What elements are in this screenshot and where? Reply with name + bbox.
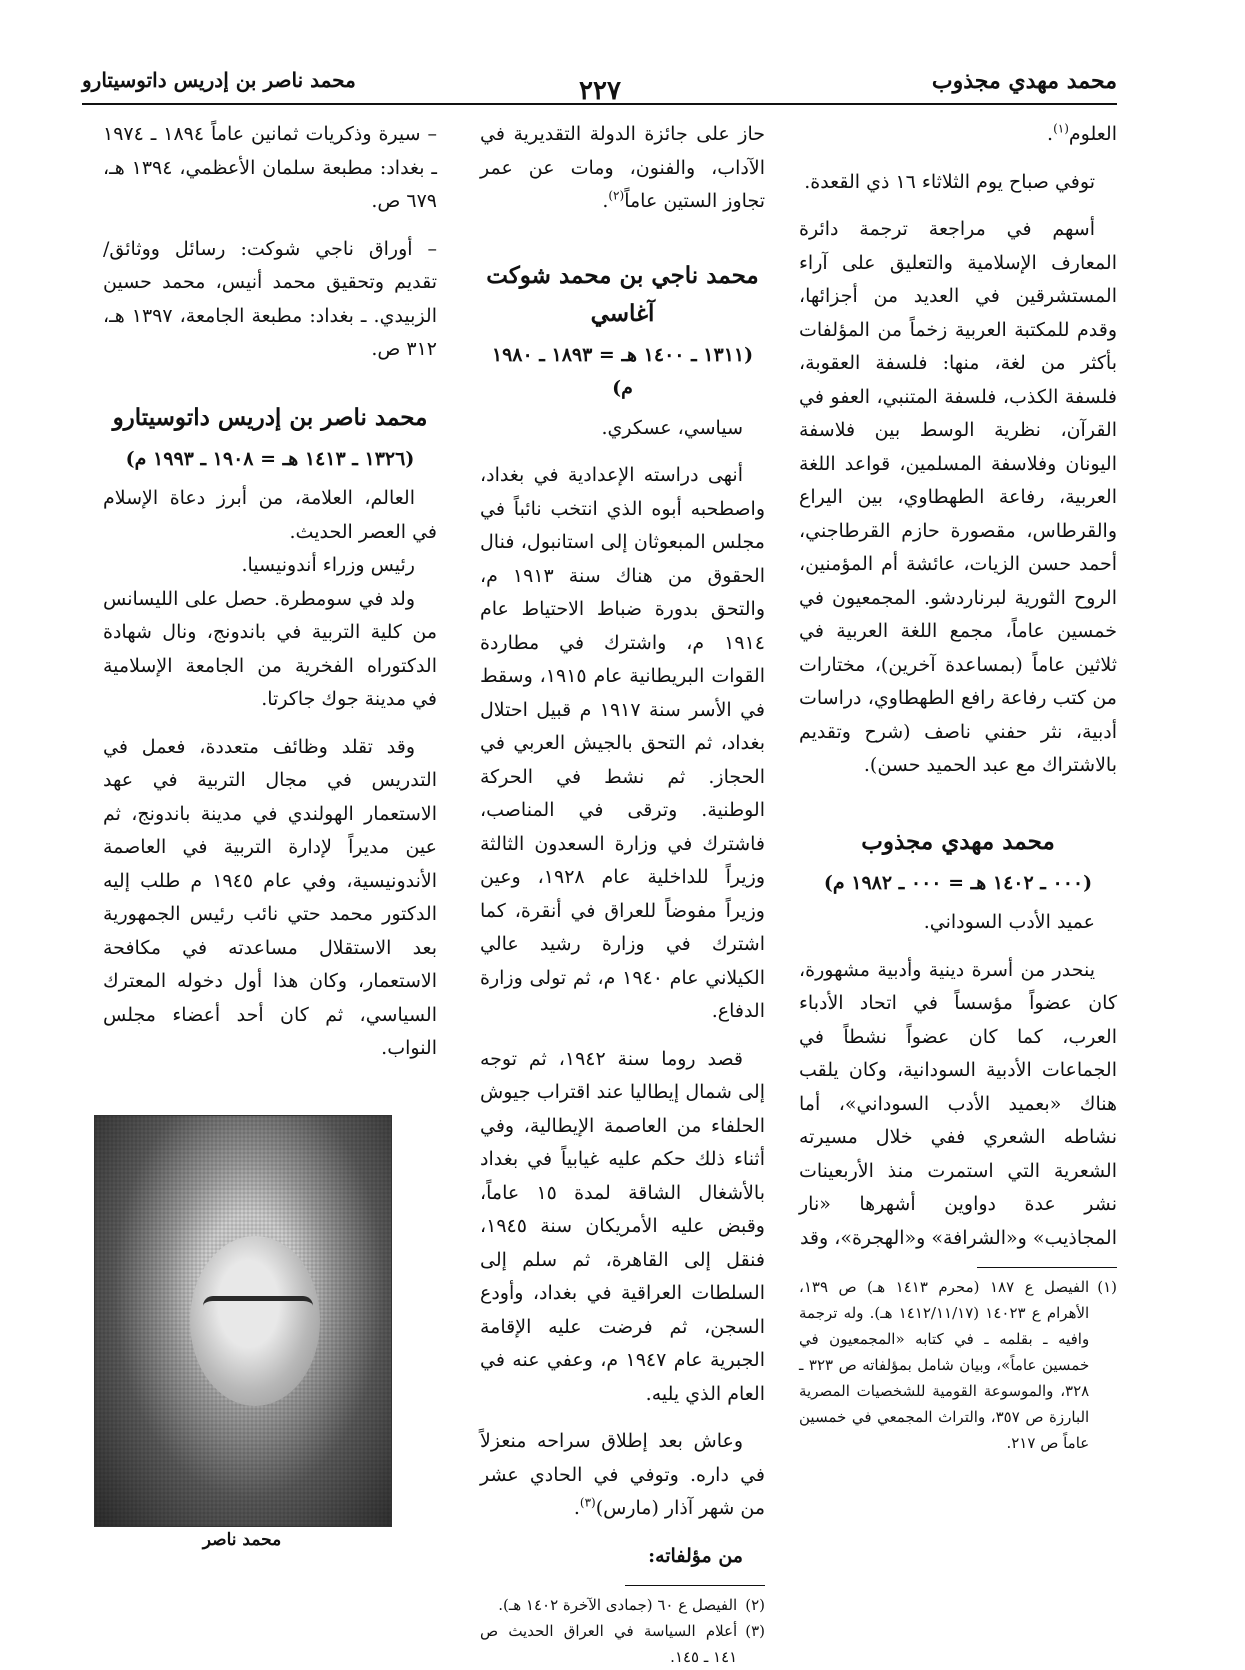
paragraph: ولد في سومطرة. حصل على الليسانس من كلية التربية في باندونج، ونال شهادة الدكتوراه الفخرية من الجامعة الإسلامية في مدينة جوك جاكرتا. bbox=[103, 587, 437, 710]
entry-role: عميد الأدب السوداني. bbox=[923, 911, 1095, 933]
paragraph: أسهم في مراجعة ترجمة دائرة المعارف الإسلامية والتعليق على آراء المستشرقين في العديد من أجزائها، وقدم للمكتبة العربية زخماً من المؤلفات بأكثر من لغة، منها: فلسفة العقوبة، فلسفة الكذب، فلسفة المتنبي، العفو في القرآن، نظرية الوسط بين فلاسفة اليونان وفلاسفة المسلمين، قواعد اللغة العربية، رفاعة الطهطاوي، بين اليراع والقرطاس، مقصورة حازم القرطاجني، أحمد حسن الزيات، عائشة أم المؤمنين، الروح الثورية لبرناردشو. المجمعيون في خمسين عاماً، مجمع اللغة العربية في ثلاثين عاماً (بمساعدة آخرين)، مختارات من كتب رفاعة رافع الطهطاوي، دراسات أدبية، نثر حفني ناصف (شرح وتقديم بالاشتراك مع عبد الحميد حسن). bbox=[799, 218, 1117, 776]
footnote-text: الفيصل ع ١٨٧ (محرم ١٤١٣ هـ) ص ١٣٩، الأهرام ع ١٤٠٢٣ (١٤١٢/١١/١٧ هـ). وله ترجمة وافيه ـ بقلمه ـ في كتابه «المجمعيون في خمسين عاماً»، وبيان شامل بمؤلفاته ص ٣٢٣ ـ ٣٢٨، والموسوعة القومية للشخصيات المصرية البارزة ص ٣٥٧، والتراث المجمعي في خمسين عاماً ص ٢١٧. bbox=[799, 1278, 1090, 1452]
portrait-glasses bbox=[203, 1296, 313, 1323]
footnote-ref: (١) bbox=[1053, 121, 1069, 136]
paragraph: العلوم$^{(١)}$. bbox=[1047, 121, 1117, 145]
entry-role: سياسي، عسكري. bbox=[601, 416, 743, 439]
footnote-number: (٢) bbox=[745, 1596, 765, 1614]
entry-title: محمد مهدي مجذوب bbox=[861, 827, 1055, 855]
column-right bbox=[799, 118, 1117, 1456]
entry-title: محمد ناصر بن إدريس داتوسيتارو bbox=[112, 403, 428, 431]
paragraph: حاز على جائزة الدولة التقديرية في الآداب، والفنون، ومات عن عمر تجاوز الستين عاماً$^{(٢)}$. bbox=[480, 123, 765, 212]
entry-dates: (١٣٢٦ ـ ١٤١٣ هـ = ١٩٠٨ ـ ١٩٩٣ م) bbox=[125, 447, 415, 470]
running-head-right: محمد مهدي مجذوب bbox=[931, 68, 1117, 94]
footnote-text: الفيصل ع ٦٠ (جمادى الآخرة ١٤٠٢ هـ). bbox=[498, 1596, 738, 1614]
paragraph: وعاش بعد إطلاق سراحه منعزلاً في داره. وتوفي في الحادي عشر من شهر آذار (مارس)$^{(٣)}$. bbox=[480, 1430, 765, 1519]
bibliography-item: – سيرة وذكريات ثمانين عاماً ١٨٩٤ ـ ١٩٧٤ ـ بغداد: مطبعة سلمان الأعظمي، ١٣٩٤ هـ، ٦٧٩ ص. bbox=[103, 118, 437, 219]
photo-caption: محمد ناصر bbox=[202, 1530, 282, 1550]
entry-dates: (١٣١١ ـ ١٤٠٠ هـ = ١٨٩٣ ـ ١٩٨٠ م) bbox=[491, 343, 754, 399]
column-middle bbox=[480, 118, 765, 1670]
footnote bbox=[480, 1618, 765, 1670]
paragraph: أنهى دراسته الإعدادية في بغداد، واصطحبه أبوه الذي انتخب نائباً في مجلس المبعوثان إلى استانبول، فنال الحقوق من هناك سنة ١٩١٣ م، والتحق بدورة ضباط الاحتياط عام ١٩١٤ م، واشترك في مطاردة القوات البريطانية عام ١٩١٥، وسقط في الأسر سنة ١٩١٧ م قبيل احتلال بغداد، ثم التحق بالجيش العربي في الحجاز. ثم نشط في الحركة الوطنية. وترقى في المناصب، فاشترك في وزارة السعدون الثالثة وزيراً للداخلية عام ١٩٢٨، وعين وزيراً مفوضاً للعراق في أنقرة، كما اشترك في وزارة رشيد عالي الكيلاني عام ١٩٤٠ م، ثم تولى وزارة الدفاع. bbox=[480, 464, 766, 1022]
page-number: ٢٢٧ bbox=[579, 76, 621, 106]
paragraph: وقد تقلد وظائف متعددة، فعمل في التدريس في مجال التربية في عهد الاستعمار الهولندي في مدينة باندونج، ثم عين مديراً لإدارة التربية في العاصمة الأندونيسية، وفي عام ١٩٤٥ م طلب إليه الدكتور محمد حتي نائب رئيس الجمهورية بعد الاستقلال مساعدته في مكافحة الاستعمار، وكان هذا أول دخوله المعترك السياسي، ثم كان أحد أعضاء مجلس النواب. bbox=[103, 735, 437, 1059]
running-head-left: محمد ناصر بن إدريس داتوسيتارو bbox=[82, 68, 356, 92]
header-rule bbox=[82, 103, 1117, 105]
bibliography-item: – أوراق ناجي شوكت: رسائل ووثائق/ تقديم وتحقيق محمد أنيس، محمد حسين الزبيدي. ـ بغداد: مطبعة الجامعة، ١٣٩٧ هـ، ٣١٢ ص. bbox=[103, 233, 437, 367]
footnote-ref: (٢) bbox=[608, 188, 625, 203]
entry-title: محمد ناجي بن محمد شوكت آغاسي bbox=[486, 261, 759, 327]
portrait-photo bbox=[94, 1115, 392, 1527]
paragraph: توفي صباح يوم الثلاثاء ١٦ ذي القعدة. bbox=[804, 170, 1095, 193]
column-left bbox=[103, 118, 437, 1066]
footnote-rule bbox=[625, 1585, 765, 1586]
footnote-rule bbox=[977, 1267, 1117, 1268]
footnote-number: (١) bbox=[1097, 1278, 1117, 1296]
footnote-ref: (٣) bbox=[579, 1495, 596, 1510]
paragraph: العالم، العلامة، من أبرز دعاة الإسلام في العصر الحديث. bbox=[103, 487, 437, 543]
paragraph: ينحدر من أسرة دينية وأدبية مشهورة، كان عضواً مؤسساً في اتحاد الأدباء العرب، كما كان عضواً نشطاً في الجماعات الأدبية السودانية، وكان يلقب هناك «بعميد الأدب السوداني»، أما نشاطه الشعري ففي خلال مسيرته الشعرية التي استمرت منذ الأربعينات نشر عدة دواوين أشهرها «نار المجاذيب» و«الشرافة» و«الهجرة»، وقد bbox=[799, 958, 1117, 1249]
footnote-text: أعلام السياسة في العراق الحديث ص ١٤١ ـ ١٤٥. bbox=[480, 1622, 738, 1666]
paragraph: قصد روما سنة ١٩٤٢، ثم توجه إلى شمال إيطاليا عند اقتراب جيوش الحلفاء من العاصمة الإيطالية، وفي أثناء ذلك حكم عليه غيابياً في بغداد بالأشغال الشاقة لمدة ١٥ عاماً، وقبض عليه الأمريكان سنة ١٩٤٥، فنقل إلى القاهرة، ثم سلم إلى السلطات العراقية في بغداد، وأودع السجن، ثم فرضت عليه الإقامة الجبرية عام ١٩٤٧ م، وعفي عنه في العام الذي يليه. bbox=[480, 1047, 765, 1405]
footnote bbox=[799, 1274, 1117, 1456]
entry-dates: (٠٠٠ ـ ١٤٠٢ هـ = ٠٠٠ ـ ١٩٨٢ م) bbox=[823, 871, 1093, 894]
works-heading: من مؤلفاته: bbox=[648, 1544, 743, 1567]
footnote-number: (٣) bbox=[745, 1622, 765, 1640]
footnote bbox=[480, 1592, 765, 1618]
entry-role: رئيس وزراء أندونيسيا. bbox=[241, 554, 415, 576]
